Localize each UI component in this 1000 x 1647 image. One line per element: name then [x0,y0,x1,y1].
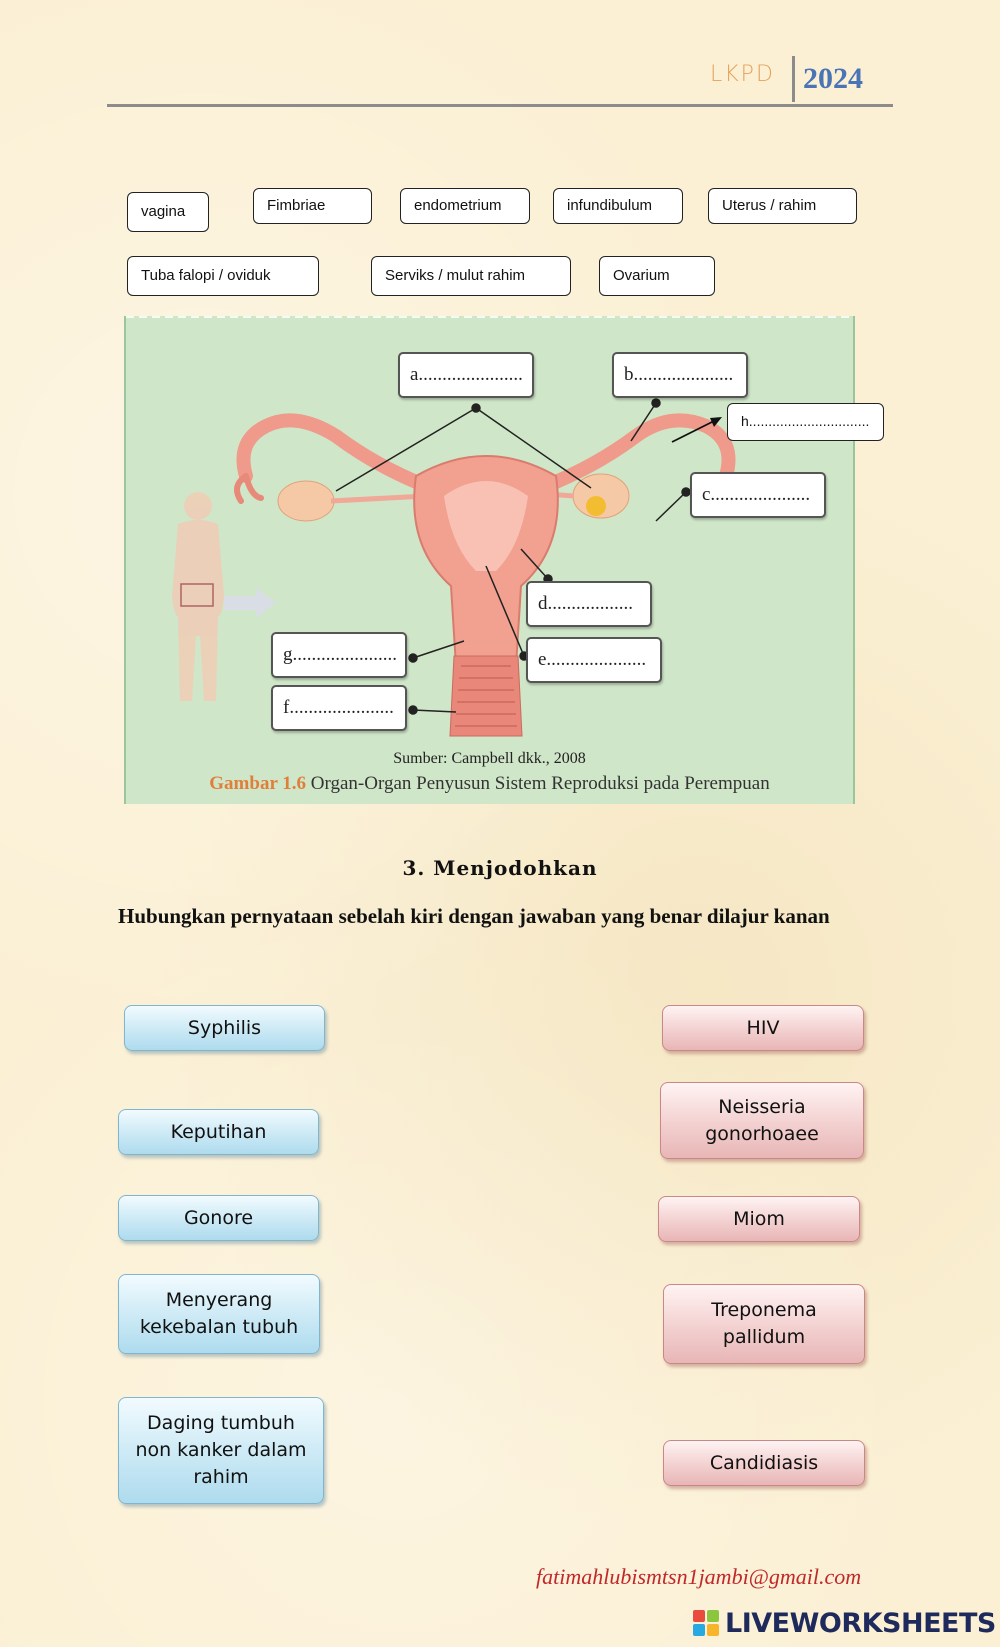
label-g[interactable]: g...................... [271,632,407,678]
label-e[interactable]: e..................... [526,637,662,683]
word-bank-item[interactable]: Uterus / rahim [708,188,857,224]
label-h[interactable]: h............................... [727,403,884,441]
arrow-h [670,415,730,445]
header-lkpd: LKPD [710,62,775,87]
match-left-item[interactable]: Gonore [118,1195,319,1241]
header-year: 2024 [803,62,863,95]
match-right-item[interactable]: Miom [658,1196,860,1242]
reproductive-diagram [124,316,855,804]
label-a[interactable]: a...................... [398,352,534,398]
author-email: fatimahlubismtsn1jambi@gmail.com [536,1564,862,1589]
match-left-item[interactable]: Keputihan [118,1109,319,1155]
word-bank-item[interactable]: Fimbriae [253,188,372,224]
header-rule [107,104,893,107]
match-left-item[interactable]: Daging tumbuh non kanker dalam rahim [118,1397,324,1504]
liveworksheets-brand: LIVEWORKSHEETS [725,1607,996,1639]
match-right-item[interactable]: Neisseria gonorhoaee [660,1082,864,1159]
figure-caption-text: Organ-Organ Penyusun Sistem Reproduksi pada Perempuan [306,773,770,794]
liveworksheets-icon [693,1610,719,1636]
figure-caption [126,773,853,795]
match-right-item[interactable]: HIV [662,1005,864,1051]
instruction: Hubungkan pernyataan sebelah kiri dengan jawaban yang benar dilajur kanan [118,904,830,928]
word-bank-item[interactable]: endometrium [400,188,530,224]
word-bank-item[interactable]: vagina [127,192,209,232]
figure-caption-number: Gambar 1.6 [209,773,307,794]
liveworksheets-logo [693,1606,996,1640]
word-bank-item[interactable]: Ovarium [599,256,715,296]
match-right-item[interactable]: Candidiasis [663,1440,865,1486]
match-right-item[interactable]: Treponema pallidum [663,1284,865,1364]
word-bank-item[interactable]: infundibulum [553,188,683,224]
match-left-item[interactable]: Syphilis [124,1005,325,1051]
label-c[interactable]: c..................... [690,472,826,518]
word-bank-item[interactable]: Serviks / mulut rahim [371,256,571,296]
header-separator [792,56,795,102]
figure-source: Sumber: Campbell dkk., 2008 [393,750,586,767]
section-title: 3. Menjodohkan [402,856,598,880]
label-b[interactable]: b..................... [612,352,748,398]
match-left-item[interactable]: Menyerang kekebalan tubuh [118,1274,320,1354]
label-f[interactable]: f...................... [271,685,407,731]
label-d[interactable]: d.................. [526,581,652,627]
word-bank-item[interactable]: Tuba falopi / oviduk [127,256,319,296]
